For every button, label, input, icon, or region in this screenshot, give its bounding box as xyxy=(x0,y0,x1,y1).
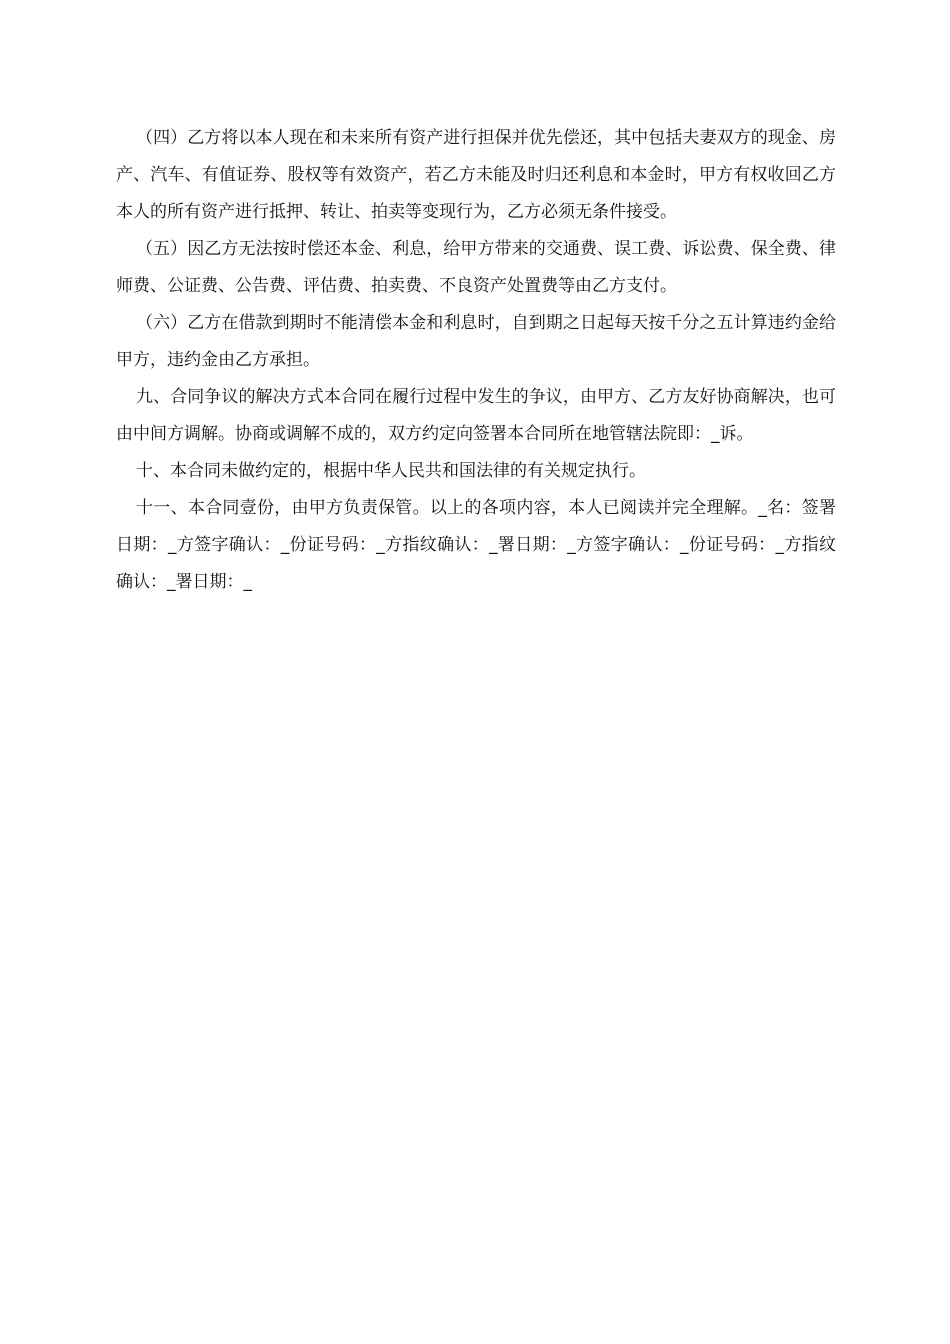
section-10-applicable-law: 十、本合同未做约定的，根据中华人民共和国法律的有关规定执行。 xyxy=(136,461,646,481)
section-11-signatures: 十一、本合同壹份，由甲方负责保管。以上的各项内容，本人已阅读并完全理解。_名：签署日期：_方签字确认：_份证号码：_方指纹确认：_署日期：_方签字确认：_份证号码：_方指纹确认：_署日期：_ xyxy=(116,498,836,592)
clause-5-paragraph: （五）因乙方无法按时偿还本金、利息，给甲方带来的交通费、误工费、诉讼费、保全费、律师费、公证费、公告费、评估费、拍卖费、不良资产处置费等由乙方支付。 xyxy=(116,239,836,296)
section-9-dispute-resolution: 九、合同争议的解决方式本合同在履行过程中发生的争议，由甲方、乙方友好协商解决，也可由中间方调解。协商或调解不成的，双方约定向签署本合同所在地管辖法院即：_诉。 xyxy=(116,387,836,444)
clause-6-paragraph: （六）乙方在借款到期时不能清偿本金和利息时，自到期之日起每天按千分之五计算违约金给甲方，违约金由乙方承担。 xyxy=(116,313,836,370)
clause-4-paragraph: （四）乙方将以本人现在和未来所有资产进行担保并优先偿还，其中包括夫妻双方的现金、房产、汽车、有值证券、股权等有效资产，若乙方未能及时归还利息和本金时，甲方有权收回乙方本人的所有资产进行抵押、转让、拍卖等变现行为，乙方必须无条件接受。 xyxy=(116,128,836,222)
document-body xyxy=(116,120,836,601)
